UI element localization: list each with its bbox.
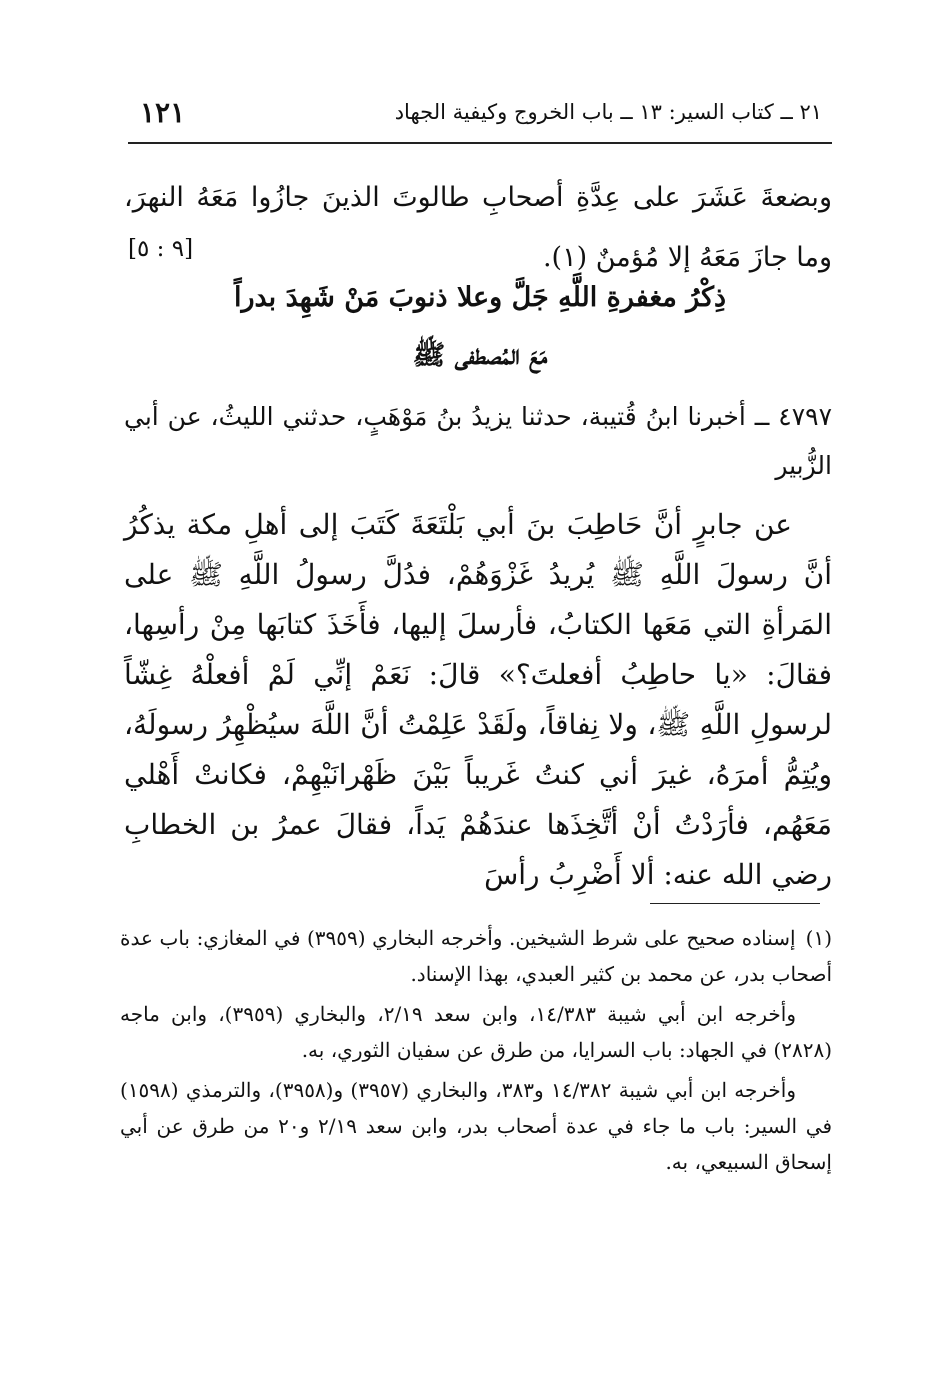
hadith-matn: عن جابرٍ أنَّ حَاطِبَ بنَ أبي بَلْتَعَةَ كَتَبَ إلى أهلِ مكة يذكُرُ أنَّ رسولَ اللَّهِ ﷺ يُريدُ غَزْوَهُمْ، فدُلَّ رسولُ اللَّهِ ﷺ على المَرأةِ التي مَعَها الكتابُ، فأرسلَ إليها، فأَخَذَ كتابَها مِنْ رأسِها، فقالَ: «يا حاطِبُ أفعلتَ؟» قالَ: نَعَمْ إنِّي لَمْ أفعلْهُ غِشّاً لرسولِ اللَّهِ ﷺ، ولا نِفاقاً، ولَقَدْ عَلِمْتُ أنَّ اللَّهَ سيُظْهِرُ رسولَهُ، ويُتِمُّ أمرَهُ، غيرَ أني كنتُ غَريباً بَيْنَ ظَهْرانَيْهِمْ، فكانتْ أَهْلي مَعَهُم، فأرَدْتُ أنْ أتَّخِذَها عندَهُمْ يَداً، فقالَ عمرُ بن الخطابِ رضي الله عنه: ألا أَضْرِبُ رأسَ (124, 508, 833, 891)
intro-paragraph: وبضعةَ عَشَرَ على عِدَّةِ أصحابِ طالوتَ الذينَ جازُوا مَعَهُ النهرَ، وما جازَ مَعَهُ إلا مُؤمنٌ (١). (124, 182, 832, 273)
chapter-heading-line1: ذِكْرُ مغفرةِ اللَّهِ جَلَّ وعلا ذنوبَ مَنْ شَهِدَ بدراً (233, 282, 727, 313)
footnote-divider (650, 903, 820, 904)
footnote-1 (120, 920, 832, 992)
footnote-marker: (١) (805, 926, 832, 950)
footnote-paragraph: وأخرجه ابن أبي شيبة ١٤/٣٨٢ و٣٨٣، والبخاري (٣٩٥٧) و(٣٩٥٨)، والترمذي (١٥٩٨) في السير: باب ما جاء في عدة أصحاب بدر، وابن سعد ٢/١٩ و٢٠ من طرق عن أبي إسحاق السبيعي، به. (120, 1078, 833, 1174)
header-divider (128, 142, 832, 144)
footnote-paragraph: وأخرجه ابن أبي شيبة ١٤/٣٨٣، وابن سعد ٢/١٩، والبخاري (٣٩٥٩)، وابن ماجه (٢٨٢٨) في الجهاد: باب السرايا، من طرق عن سفيان الثوري، به. (120, 1002, 832, 1062)
verse-reference: [٩ : ٥] (128, 236, 194, 262)
footnote-text: إسناده صحيح على شرط الشيخين. وأخرجه البخاري (٣٩٥٩) في المغازي: باب عدة أصحاب بدر، عن محمد بن كثير العبدي، بهذا الإسناد. (120, 926, 832, 986)
hadith-isnad: ٤٧٩٧ ــ أخبرنا ابنُ قُتيبة، حدثنا يزيدُ بنُ مَوْهَبٍ، حدثني الليثُ، عن أبي الزُّبير (124, 402, 832, 480)
footnotes (120, 920, 832, 1184)
chapter-heading-line2: مَعَ المُصطفى ﷺ (412, 340, 548, 371)
page-header (128, 96, 822, 136)
running-title: ٢١ ــ كتاب السير: ١٣ ــ باب الخروج وكيفية الجهاد (394, 100, 822, 124)
page-number: ١٢١ (140, 96, 186, 129)
